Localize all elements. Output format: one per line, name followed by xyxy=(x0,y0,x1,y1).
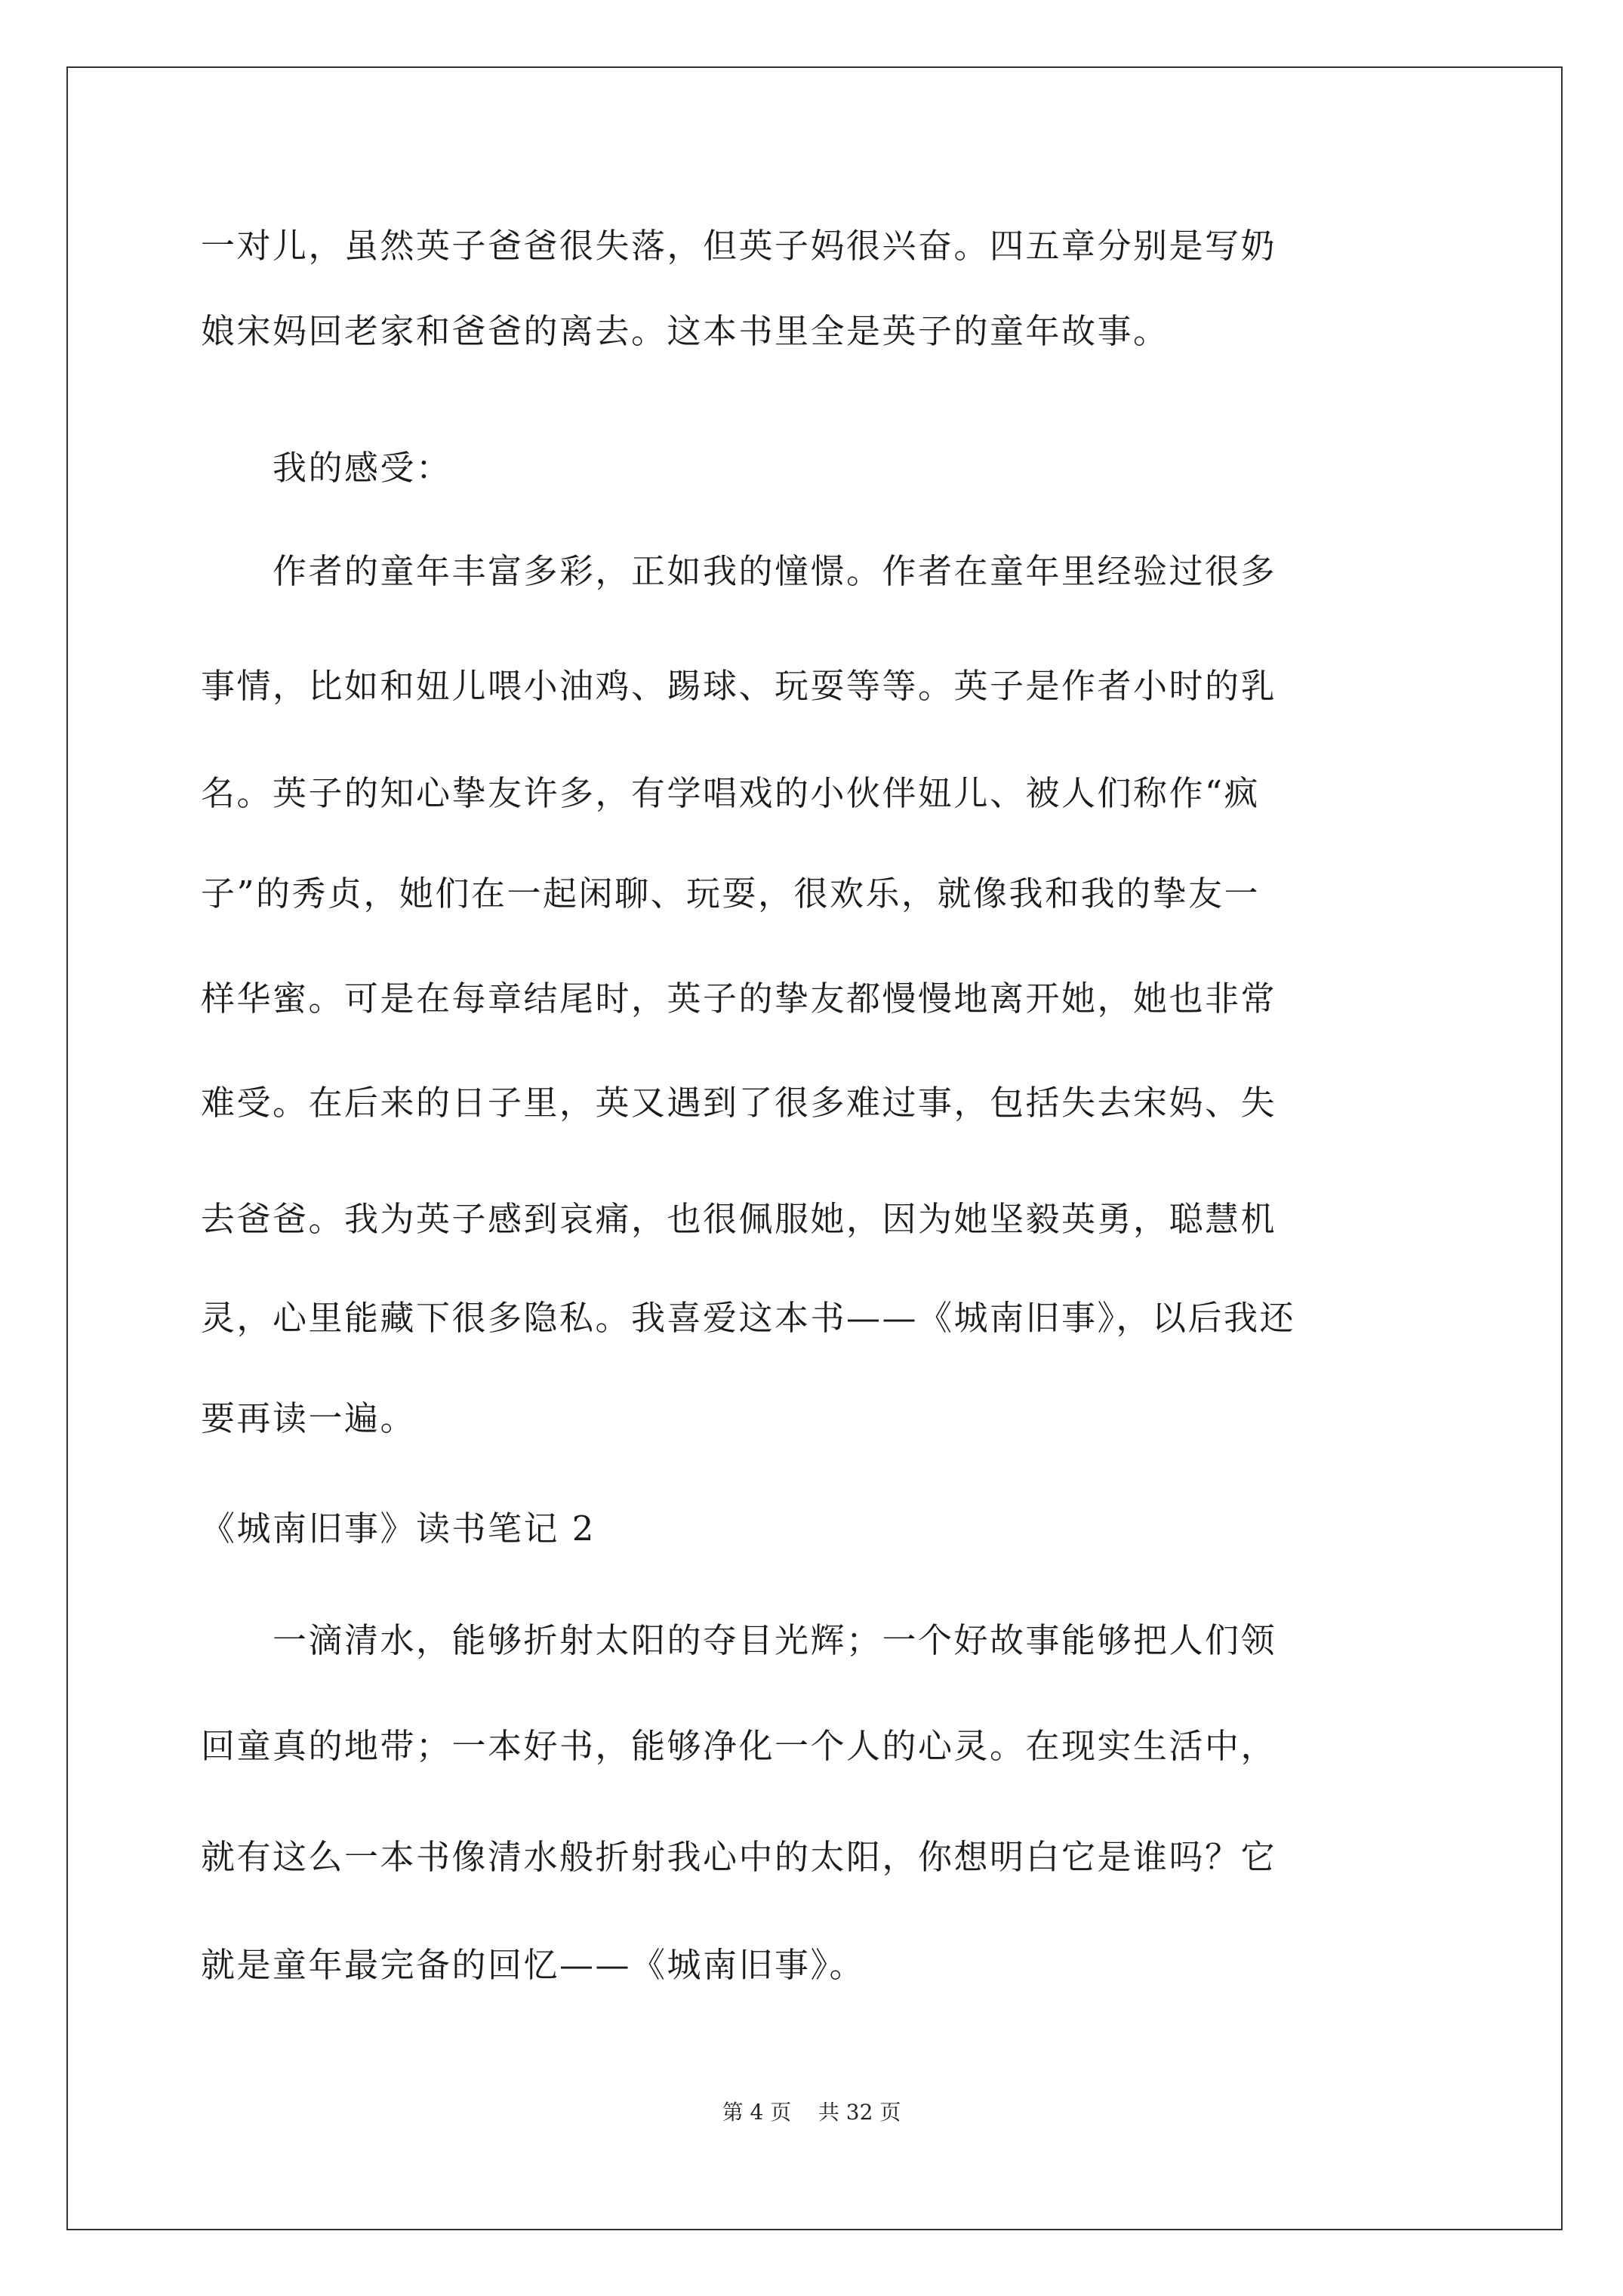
page-total: 共 32 页 xyxy=(818,2100,901,2125)
text-line: 我的感受： xyxy=(201,448,452,488)
text-line: 子”的秀贞，她们在一起闲聊、玩耍，很欢乐，就像我和我的挚友一 xyxy=(201,874,1261,914)
text-line: 难受。在后来的日子里，英又遇到了很多难过事，包括失去宋妈、失 xyxy=(201,1083,1277,1123)
text-line: 样华蜜。可是在每章结尾时，英子的挚友都慢慢地离开她，她也非常 xyxy=(201,978,1277,1019)
text-line: 回童真的地带；一本好书，能够净化一个人的心灵。在现实生活中， xyxy=(201,1726,1277,1766)
text-line: 就有这么一本书像清水般折射我心中的太阳，你想明白它是谁吗？它 xyxy=(201,1837,1277,1877)
page-number: 第 4 页 xyxy=(722,2100,792,2125)
text-line: 灵，心里能藏下很多隐私。我喜爱这本书——《城南旧事》，以后我还 xyxy=(201,1298,1296,1338)
text-line: 就是童年最完备的回忆——《城南旧事》。 xyxy=(201,1945,866,1985)
text-line: 名。英子的知心挚友许多，有学唱戏的小伙伴妞儿、被人们称作“疯 xyxy=(201,773,1261,813)
text-line: 去爸爸。我为英子感到哀痛，也很佩服她，因为她坚毅英勇，聪慧机 xyxy=(201,1199,1277,1239)
text-line: 一滴清水，能够折射太阳的夺目光辉；一个好故事能够把人们领 xyxy=(201,1620,1277,1660)
text-line: 事情，比如和妞儿喂小油鸡、踢球、玩耍等等。英子是作者小时的乳 xyxy=(201,666,1277,706)
page-footer xyxy=(0,2097,1623,2128)
text-line: 作者的童年丰富多彩，正如我的憧憬。作者在童年里经验过很多 xyxy=(201,551,1277,591)
section-heading: 《城南旧事》读书笔记 2 xyxy=(201,1509,596,1549)
text-line: 要再读一遍。 xyxy=(201,1398,417,1438)
text-line: 娘宋妈回老家和爸爸的离去。这本书里全是英子的童年故事。 xyxy=(201,311,1169,351)
page-border xyxy=(66,66,1563,2230)
text-line: 一对儿，虽然英子爸爸很失落，但英子妈很兴奋。四五章分别是写奶 xyxy=(201,226,1277,266)
